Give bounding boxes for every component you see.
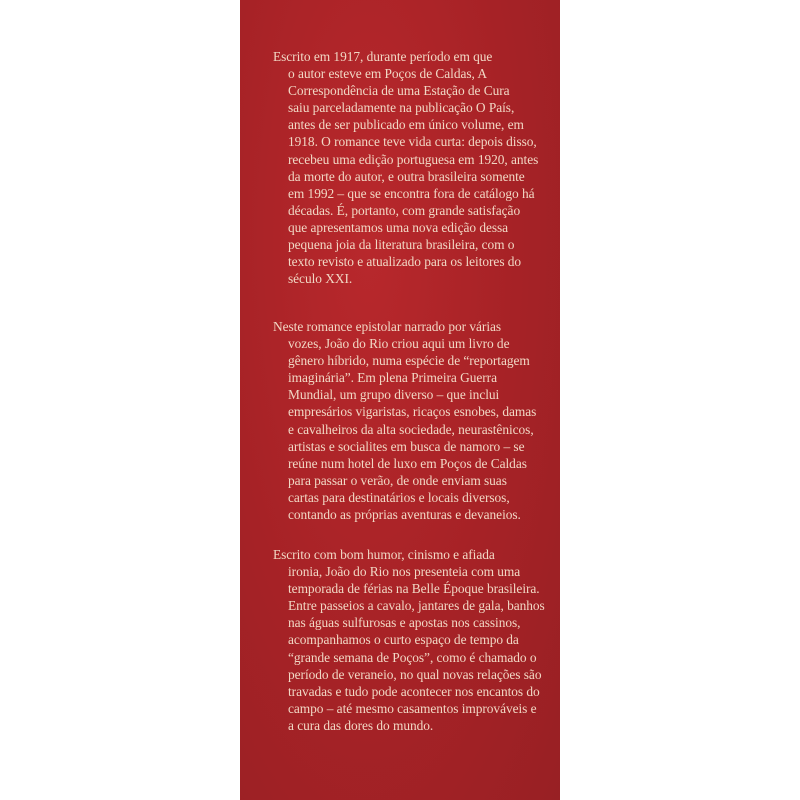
- text-line: Entre passeios a cavalo, jantares de gala, banhos: [288, 598, 545, 614]
- text-line: reúne num hotel de luxo em Poços de Caldas: [288, 455, 527, 471]
- paragraph-1: [273, 48, 539, 287]
- text-line: o autor esteve em Poços de Caldas, A: [288, 66, 488, 82]
- text-line: empresários vigaristas, ricaços esnobes, damas: [288, 404, 537, 420]
- text-line: temporada de férias na Belle Époque brasileira.: [288, 581, 540, 597]
- text-line: décadas. É, portanto, com grande satisfação: [288, 202, 521, 218]
- text-line: saiu parceladamente na publicação O País,: [288, 100, 515, 116]
- text-line: Correspondência de uma Estação de Cura: [288, 83, 510, 99]
- book-flap: [240, 0, 560, 800]
- text-line: cartas para destinatários e locais diversos,: [288, 489, 510, 505]
- text-line: século XXI.: [288, 271, 353, 287]
- text-line: gênero híbrido, numa espécie de “reportagem: [288, 353, 530, 369]
- text-line: e cavalheiros da alta sociedade, neurastênicos,: [288, 421, 534, 437]
- text-line: em 1992 – que se encontra fora de catálogo há: [288, 185, 535, 201]
- text-line: pequena joia da literatura brasileira, com o: [288, 237, 515, 253]
- text-line: antes de ser publicado em único volume, em: [288, 117, 524, 133]
- text-line: 1918. O romance teve vida curta: depois disso,: [288, 134, 537, 150]
- text-line: a cura das dores do mundo.: [288, 717, 434, 733]
- text-line: campo – até mesmo casamentos improváveis e: [288, 700, 537, 716]
- text-line: ironia, João do Rio nos presenteia com uma: [288, 564, 521, 580]
- text-line: Escrito em 1917, durante período em que: [273, 49, 493, 64]
- text-line: texto revisto e atualizado para os leitores do: [288, 254, 522, 270]
- text-line: acompanhamos o curto espaço de tempo da: [288, 632, 519, 648]
- text-line: Neste romance epistolar narrado por várias: [273, 319, 502, 334]
- text-line: imaginária”. Em plena Primeira Guerra: [288, 370, 497, 386]
- text-line: recebeu uma edição portuguesa em 1920, antes: [288, 151, 539, 167]
- paragraph-2: [273, 318, 535, 523]
- text-line: da morte do autor, e outra brasileira somente: [288, 168, 525, 184]
- text-line: Mundial, um grupo diverso – que inclui: [288, 387, 500, 403]
- text-line: Escrito com bom humor, cinismo e afiada: [273, 547, 495, 562]
- text-line: travadas e tudo pode acontecer nos encantos do: [288, 683, 540, 699]
- text-line: nas águas sulfurosas e apostas nos cassinos,: [288, 615, 521, 631]
- text-line: período de veraneio, no qual novas relações são: [288, 666, 542, 682]
- text-line: para passar o verão, de onde enviam suas: [288, 472, 507, 488]
- paragraph-3: [273, 546, 545, 734]
- text-line: artistas e socialites em busca de namoro – se: [288, 438, 525, 454]
- text-line: que apresentamos uma nova edição dessa: [288, 219, 509, 235]
- text-line: vozes, João do Rio criou aqui um livro de: [288, 336, 510, 352]
- text-line: “grande semana de Poços”, como é chamado o: [288, 649, 537, 665]
- text-line: contando as próprias aventuras e devaneios.: [288, 507, 521, 523]
